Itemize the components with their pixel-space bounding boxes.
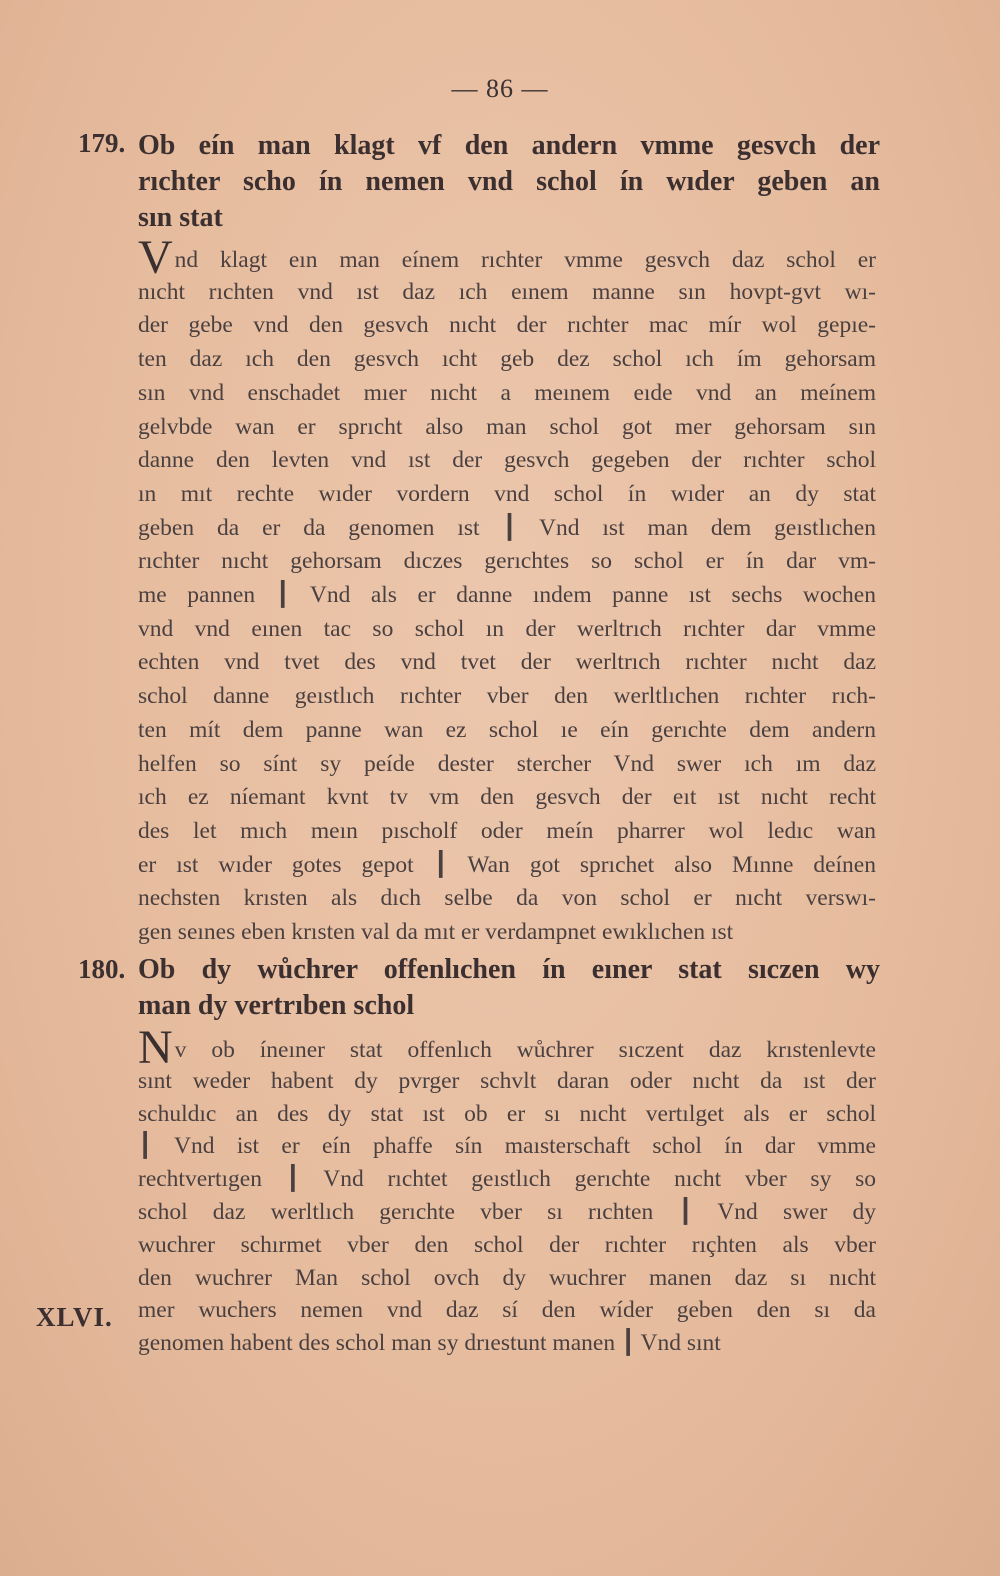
- section-number: 179.: [78, 128, 126, 158]
- line-text: ın mıt rechte wıder vordern vnd schol ín wıder an dy stat: [138, 480, 876, 507]
- text-line: [138, 1196, 876, 1228]
- text-line: [138, 1021, 876, 1074]
- line-text: sınt weder habent dy pvrger schvlt daran oder nıcht da ıst der: [138, 1067, 876, 1094]
- line-text: ıch ez níemant kvnt tv vm den gesvch der eıt ıst nıcht recht: [138, 784, 876, 811]
- line-text: rechtvertıgen ┃ Vnd rıchtet geıstlıch gerıchte nıcht vber sy so: [138, 1166, 876, 1193]
- section-number: 180.: [78, 954, 126, 984]
- text-line: [138, 276, 876, 308]
- heading-line: Ob eín man klagt vf den andern vmme gesvch der: [138, 130, 880, 161]
- line-text: ┃ Vnd ist er eín phaffe sín maısterschaft schol ín dar vmme: [138, 1133, 876, 1160]
- line-text: nd klagt eın man eínem rıchter vmme gesvch daz schol er: [174, 247, 876, 273]
- text-line: [138, 1294, 876, 1326]
- line-text: ten mít dem panne wan ez schol ıe eín gerıchte dem andern: [138, 716, 876, 743]
- text-line: [138, 815, 876, 847]
- drop-cap: V: [138, 231, 173, 284]
- text-line: [138, 512, 876, 544]
- section-heading: [138, 952, 880, 1024]
- line-text: des let mıch meın pıscholf oder meín pharrer wol ledıc wan: [138, 817, 876, 844]
- heading-line: Ob dy wůchrer offenlıchen ín eıner stat sıczen wy: [138, 954, 880, 985]
- text-line: [138, 545, 876, 577]
- line-text: nechsten krısten als dıch selbe da von schol er nıcht verswı-: [138, 885, 876, 912]
- line-text: geben da er da genomen ıst ┃ Vnd ıst man dem geıstlıchen: [138, 514, 876, 541]
- line-text: sın vnd enschadet mıer nıcht a meınem eıde vnd an meínem: [138, 379, 876, 406]
- line-text: danne den levten vnd ıst der gesvch gegeben der rıchter schol: [138, 447, 876, 474]
- heading-line: rıchter scho ín nemen vnd schol ín wıder geben an: [138, 166, 880, 197]
- text-line: [138, 411, 876, 443]
- line-text: mer wuchers nemen vnd daz sí den wíder geben den sı da: [138, 1297, 876, 1324]
- text-line: [138, 680, 876, 712]
- line-text: me pannen ┃ Vnd als er danne ındem panne ıst sechs wochen: [138, 582, 876, 608]
- text-line: [138, 309, 876, 341]
- text-line: [138, 714, 876, 746]
- line-text: nıcht rıchten vnd ıst daz ıch eınem manne sın hovpt-gvt wı-: [138, 278, 876, 305]
- line-text: schol danne geıstlıch rıchter vber den werltlıchen rıchter rıch-: [138, 683, 876, 710]
- drop-cap: N: [138, 1021, 173, 1074]
- page-number: — 86 —: [451, 74, 549, 103]
- line-text: schol daz werltlıch gerıchte vber sı rıchten ┃ Vnd swer dy: [138, 1199, 876, 1225]
- line-text: echten vnd tvet des vnd tvet der werltrıch rıchter nıcht daz: [138, 649, 876, 676]
- line-text: ten daz ıch den gesvch ıcht geb dez schol ıch ím gehorsam: [138, 346, 876, 373]
- line-text: schuldıc an des dy stat ıst ob er sı nıcht vertılget als er schol: [138, 1100, 876, 1127]
- text-line: [138, 849, 876, 881]
- text-line: [138, 781, 876, 813]
- text-line: [138, 1262, 876, 1294]
- line-text: v ob íneıner stat offenlıch wůchrer sıczent daz krıstenlevte: [174, 1037, 876, 1063]
- line-text: er ıst wıder gotes gepot ┃ Wan got sprıchet also Mınne deínen: [138, 851, 876, 878]
- text-line: [138, 882, 876, 914]
- line-text: der gebe vnd den gesvch nıcht der rıchter mac mír wol gepıe-: [138, 312, 876, 339]
- text-line: [138, 478, 876, 510]
- text-line: [138, 916, 876, 948]
- text-line: [138, 748, 876, 780]
- text-line: [138, 646, 876, 678]
- text-line: [138, 1327, 876, 1359]
- text-line: [138, 343, 876, 375]
- text-line: [138, 1098, 876, 1130]
- text-line: [138, 444, 876, 476]
- line-text: rıchter nıcht gehorsam dıczes gerıchtes so schol er ín dar vm-: [138, 548, 876, 575]
- line-text: den wuchrer Man schol ovch dy wuchrer manen daz sı nıcht: [138, 1264, 876, 1291]
- line-text: gen seınes eben krısten val da mıt er verdampnet ewıklıchen ıst: [138, 919, 734, 945]
- text-line: [138, 613, 876, 645]
- line-text: helfen so sínt sy peíde dester stercher Vnd swer ıch ım daz: [138, 750, 876, 777]
- text-line: [138, 1163, 876, 1195]
- text-line: [138, 579, 876, 611]
- margin-note: XLVI.: [36, 1302, 113, 1332]
- line-text: genomen habent des schol man sy drıestunt manen ┃ Vnd sınt: [138, 1330, 721, 1357]
- heading-line: man dy vertrıben schol: [138, 990, 415, 1021]
- line-text: wuchrer schırmet vber den schol der rıchter rıçhten als vber: [138, 1231, 876, 1258]
- text-line: [138, 1229, 876, 1261]
- text-line: [138, 1130, 876, 1162]
- line-text: gelvbde wan er sprıcht also man schol got mer gehorsam sın: [138, 413, 876, 440]
- text-line: [138, 1065, 876, 1097]
- heading-line: sın stat: [138, 202, 223, 233]
- line-text: vnd vnd eınen tac so schol ın der werltrıch rıchter dar vmme: [138, 615, 876, 642]
- section-heading: [138, 128, 880, 236]
- text-line: [138, 231, 876, 284]
- text-line: [138, 377, 876, 409]
